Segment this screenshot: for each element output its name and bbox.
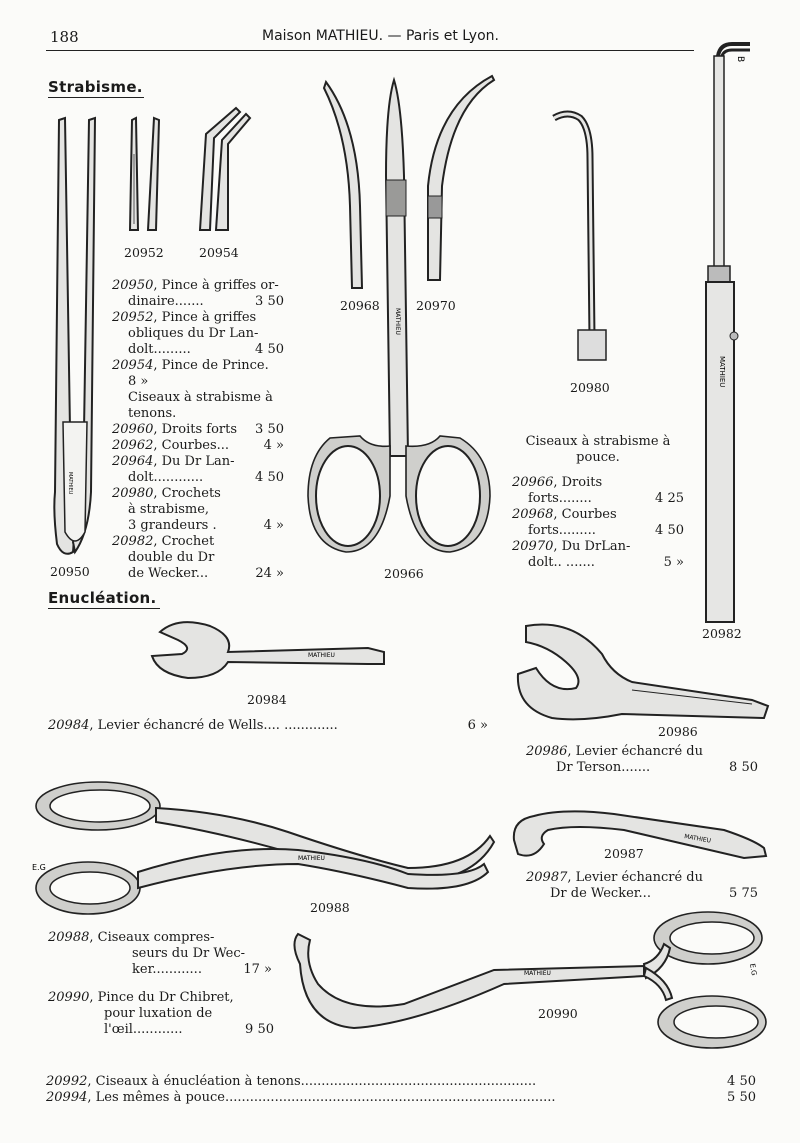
item-text: dinaire....... bbox=[128, 294, 204, 309]
bottom-item-row bbox=[46, 1074, 756, 1090]
item-text-line1: , Ciseaux compres- bbox=[89, 930, 215, 945]
item-text: , Crochet bbox=[153, 534, 215, 549]
item-ref: 20968 bbox=[512, 507, 554, 522]
item-price: 4 25 bbox=[655, 491, 684, 506]
strabisme-item-row bbox=[112, 438, 284, 454]
item-price: 17 » bbox=[243, 962, 272, 977]
forceps-20990-illustration bbox=[284, 904, 774, 1054]
item-text: forts........ bbox=[528, 491, 592, 506]
item-price: 3 50 bbox=[255, 294, 284, 309]
page-number: 188 bbox=[50, 28, 79, 46]
hook-20980-illustration bbox=[548, 108, 618, 368]
strabisme-item-row bbox=[112, 278, 284, 294]
item-price: 4 50 bbox=[255, 342, 284, 357]
strabisme-item-row bbox=[112, 454, 284, 470]
eg-mark: E.G bbox=[748, 962, 759, 977]
item-text: , Levier échancré de Wells.... ............. bbox=[89, 718, 338, 733]
figure-label-20988: 20988 bbox=[310, 900, 350, 915]
item-price: 4 50 bbox=[255, 470, 284, 485]
strabisme-item-row bbox=[112, 550, 284, 566]
item-text: , Pince de Prince. bbox=[153, 358, 269, 373]
strabisme-price-list bbox=[112, 278, 284, 582]
item-text-line3: l'œil............ bbox=[104, 1022, 183, 1037]
item-price: 5 75 bbox=[729, 886, 758, 901]
mathieu-stamp: MATHIEU bbox=[298, 855, 325, 862]
item-text-line2: Dr de Wecker... bbox=[550, 886, 651, 901]
item-text-line1: , Pince du Dr Chibret, bbox=[89, 990, 234, 1005]
section-underline bbox=[48, 608, 160, 609]
strabisme-item-row bbox=[112, 294, 284, 310]
pouce-item-row bbox=[512, 555, 684, 571]
item-20987 bbox=[526, 870, 758, 902]
mathieu-stamp: MATHIEU bbox=[308, 652, 335, 659]
pouce-item-row bbox=[512, 491, 684, 507]
mathieu-stamp: MATHIEU bbox=[524, 970, 551, 977]
item-text: , Droits forts bbox=[153, 422, 238, 437]
item-text: dolt......... bbox=[128, 342, 191, 357]
item-ref: 20987 bbox=[526, 870, 568, 885]
section-underline bbox=[48, 97, 144, 98]
item-text-line2: Dr Terson....... bbox=[556, 760, 651, 775]
figure-label-20968: 20968 bbox=[340, 298, 380, 313]
item-ref: 20960 bbox=[112, 422, 154, 437]
eg-mark: E.G bbox=[32, 863, 46, 872]
item-price: 4 50 bbox=[727, 1074, 756, 1089]
item-ref: 20988 bbox=[48, 930, 90, 945]
pouce-heading bbox=[512, 434, 684, 466]
item-20990 bbox=[48, 990, 274, 1038]
item-price: 5 50 bbox=[727, 1090, 756, 1105]
item-ref: 20982 bbox=[112, 534, 154, 549]
figure-label-20984: 20984 bbox=[247, 692, 287, 707]
item-text: , Courbes... bbox=[153, 438, 230, 453]
scissors-20966-illustration bbox=[300, 76, 500, 566]
strabisme-item-row bbox=[112, 470, 284, 486]
item-text: double du Dr bbox=[128, 550, 215, 565]
pouce-item-row bbox=[512, 539, 684, 555]
item-text: Ciseaux à strabisme à bbox=[128, 390, 273, 405]
item-price: 8 50 bbox=[729, 760, 758, 775]
item-text: de Wecker... bbox=[128, 566, 209, 581]
item-ref: 20952 bbox=[112, 310, 154, 325]
item-text: obliques du Dr Lan- bbox=[128, 326, 259, 341]
strabisme-item-row bbox=[112, 518, 284, 534]
bottom-price-list bbox=[46, 1074, 756, 1106]
pouce-heading-line1: Ciseaux à strabisme à bbox=[525, 434, 671, 449]
strabisme-item-row bbox=[112, 566, 284, 582]
forceps-20954-illustration bbox=[196, 104, 256, 236]
pouce-price-list bbox=[512, 475, 684, 571]
item-text: , Pince à griffes bbox=[153, 310, 257, 325]
item-ref: 20990 bbox=[48, 990, 90, 1005]
item-text: , Pince à griffes or- bbox=[153, 278, 279, 293]
item-text: , Crochets bbox=[153, 486, 221, 501]
item-text: forts......... bbox=[528, 523, 596, 538]
item-ref: 20962 bbox=[112, 438, 154, 453]
forceps-20950-illustration bbox=[45, 112, 105, 562]
page-title: Maison MATHIEU. — Paris et Lyon. bbox=[262, 28, 499, 44]
strabisme-item-row bbox=[112, 374, 284, 390]
item-text-line2: seurs du Dr Wec- bbox=[132, 946, 246, 961]
item-text-line1: , Levier échancré du bbox=[567, 870, 703, 885]
mathieu-stamp: MATHIEU bbox=[394, 308, 401, 335]
bottom-item-row bbox=[46, 1090, 756, 1106]
figure-label-20986: 20986 bbox=[658, 724, 698, 739]
item-price: 4 » bbox=[263, 518, 284, 533]
strabisme-item-row bbox=[112, 326, 284, 342]
item-text: , Du Dr Lan- bbox=[153, 454, 235, 469]
strabisme-item-row bbox=[112, 406, 284, 422]
figure-label-20980: 20980 bbox=[570, 380, 610, 395]
mathieu-stamp: MATHIEU bbox=[683, 833, 712, 845]
item-text: , Les mêmes à pouce................................................................................ bbox=[87, 1090, 556, 1105]
item-20988 bbox=[48, 930, 272, 978]
figure-label-20990: 20990 bbox=[538, 1006, 578, 1021]
item-text: , Ciseaux à énucléation à tenons......................................................... bbox=[87, 1074, 537, 1089]
item-text: tenons. bbox=[128, 406, 177, 421]
item-price: 9 50 bbox=[245, 1022, 274, 1037]
mathieu-stamp: MATHIEU bbox=[67, 472, 73, 495]
item-text: dolt.. ....... bbox=[528, 555, 595, 570]
item-ref: 20986 bbox=[526, 744, 568, 759]
item-text-line3: ker............ bbox=[132, 962, 202, 977]
pouce-item-row bbox=[512, 475, 684, 491]
strabisme-item-row bbox=[112, 486, 284, 502]
item-ref: 20992 bbox=[46, 1074, 88, 1089]
item-text: , Courbes bbox=[553, 507, 617, 522]
item-price: 4 50 bbox=[655, 523, 684, 538]
pouce-heading-line2: pouce. bbox=[576, 450, 620, 465]
item-ref: 20984 bbox=[48, 718, 90, 733]
item-text: 8 » bbox=[128, 374, 149, 389]
mathieu-stamp: MATHIEU bbox=[718, 356, 726, 388]
item-ref: 20950 bbox=[112, 278, 154, 293]
strabisme-item-row bbox=[112, 358, 284, 374]
item-text: dolt............ bbox=[128, 470, 204, 485]
item-price: 3 50 bbox=[255, 422, 284, 437]
item-text: 3 grandeurs . bbox=[128, 518, 217, 533]
figure-label-20954: 20954 bbox=[199, 245, 239, 260]
hook-20982-illustration bbox=[700, 36, 760, 636]
item-price: 6 » bbox=[467, 718, 488, 733]
item-price: 24 » bbox=[255, 566, 284, 581]
item-price: 4 » bbox=[263, 438, 284, 453]
item-ref: 20980 bbox=[112, 486, 154, 501]
strabisme-item-row bbox=[112, 502, 284, 518]
strabisme-item-row bbox=[112, 534, 284, 550]
strabisme-item-row bbox=[112, 342, 284, 358]
pouce-item-row bbox=[512, 523, 684, 539]
item-text-line2: pour luxation de bbox=[104, 1006, 213, 1021]
item-ref: 20970 bbox=[512, 539, 554, 554]
item-20986 bbox=[526, 744, 758, 776]
figure-label-20966: 20966 bbox=[384, 566, 424, 581]
item-ref: 20964 bbox=[112, 454, 154, 469]
item-ref: 20966 bbox=[512, 475, 554, 490]
header-rule bbox=[46, 50, 694, 51]
item-text: , Droits bbox=[553, 475, 603, 490]
figure-label-20987: 20987 bbox=[604, 846, 644, 861]
section-heading-enucleation: Enucléation. bbox=[48, 589, 157, 607]
item-text: à strabisme, bbox=[128, 502, 210, 517]
item-ref: 20994 bbox=[46, 1090, 88, 1105]
scissors-20988-illustration bbox=[28, 772, 498, 922]
strabisme-item-row bbox=[112, 422, 284, 438]
forceps-20952-illustration bbox=[126, 114, 166, 234]
section-heading-strabisme: Strabisme. bbox=[48, 78, 143, 96]
item-20984 bbox=[48, 718, 488, 734]
figure-label-20982: 20982 bbox=[702, 626, 742, 641]
pouce-item-row bbox=[512, 507, 684, 523]
item-text-line1: , Levier échancré du bbox=[567, 744, 703, 759]
item-price: 5 » bbox=[663, 555, 684, 570]
figure-label-20952: 20952 bbox=[124, 245, 164, 260]
item-text: , Du DrLan- bbox=[553, 539, 631, 554]
lever-20984-illustration bbox=[148, 612, 388, 686]
strabisme-item-row bbox=[112, 390, 284, 406]
item-ref: 20954 bbox=[112, 358, 154, 373]
figure-label-20970: 20970 bbox=[416, 298, 456, 313]
strabisme-item-row bbox=[112, 310, 284, 326]
figure-label-20950: 20950 bbox=[50, 564, 90, 579]
lever-20986-illustration bbox=[512, 618, 772, 728]
b-mark: B bbox=[735, 56, 745, 63]
